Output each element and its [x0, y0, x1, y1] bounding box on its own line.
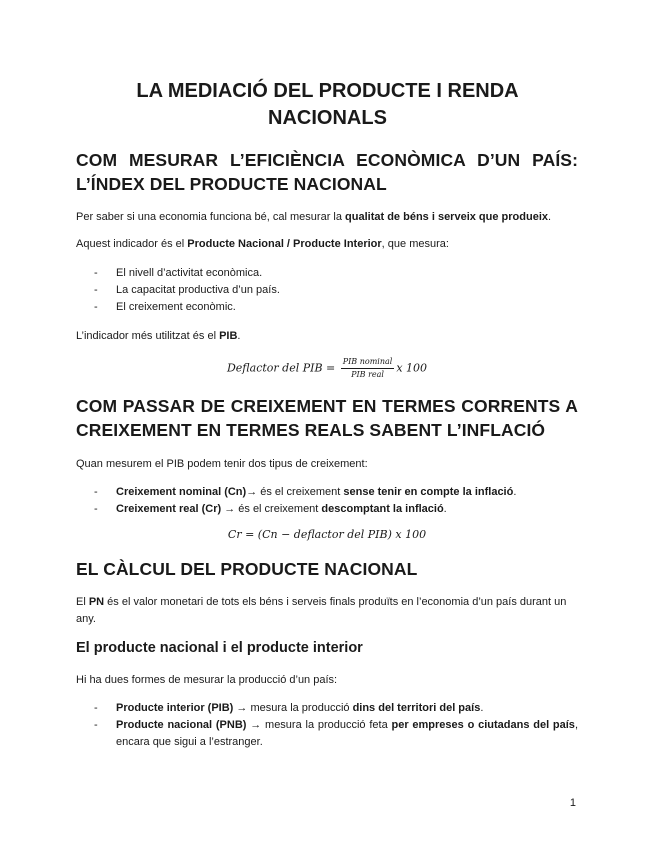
page-number: 1	[569, 797, 576, 809]
section1-paragraph-1	[76, 209, 578, 226]
deflator-formula	[76, 357, 578, 380]
dash-bullet: -	[94, 702, 98, 714]
bold-text: Creixement nominal (Cn)	[116, 486, 247, 498]
formula-lhs: Deflactor del PIB =	[226, 361, 339, 375]
formula-numerator: PIB nominal	[341, 357, 395, 369]
bold-text: Creixement real (Cr)	[116, 503, 222, 515]
text: .	[548, 211, 552, 223]
bold-text: Producte Nacional / Producte Interior	[187, 238, 382, 250]
bold-text: PN	[88, 596, 105, 608]
bold-text: sense tenir en compte la inflació	[343, 486, 514, 498]
section3-subheading: El producte nacional i el producte interior	[76, 640, 363, 656]
list-item	[76, 282, 578, 299]
bold-text: per empreses o ciutadans del país	[391, 719, 575, 731]
section2-bullet-list	[76, 484, 578, 518]
formula-fraction	[341, 357, 395, 380]
formula-rhs: x 100	[396, 361, 428, 375]
text: .	[443, 503, 447, 515]
formula-denominator: PIB real	[351, 370, 384, 379]
title-line-1: LA MEDIACIÓ DEL PRODUCTE I RENDA	[136, 80, 519, 102]
dash-bullet: -	[94, 719, 98, 731]
bold-text: dins del territori del país	[352, 702, 481, 714]
text: Per saber si una economia funciona bé, cal mesurar la	[76, 211, 346, 223]
list-item	[76, 299, 578, 316]
dash-bullet: -	[94, 284, 98, 296]
dash-bullet: -	[94, 267, 98, 279]
list-item	[76, 484, 578, 501]
bold-text: Producte nacional (PNB)	[116, 719, 247, 731]
bold-text: PIB	[219, 330, 238, 342]
list-item-text: El nivell d’activitat econòmica.	[116, 267, 263, 279]
dash-bullet: -	[94, 486, 98, 498]
real-growth-formula: Cr = (Cn − deflactor del PIB) x 100	[227, 528, 427, 541]
list-item	[76, 501, 578, 518]
section2-heading-line-1: COM PASSAR DE CREIXEMENT EN TERMES CORRENTS A	[76, 396, 578, 416]
bold-text: qualitat de béns i serveix que produeix	[345, 211, 548, 223]
text: , encara que sigui a l’estranger.	[116, 719, 578, 748]
section2-heading-line-2: CREIXEMENT EN TERMES REALS SABENT L’INFLACIÓ	[76, 420, 546, 440]
section3-heading: EL CÀLCUL DEL PRODUCTE NACIONAL	[76, 559, 418, 579]
title-line-2: NACIONALS	[268, 107, 387, 129]
text: .	[480, 702, 484, 714]
list-item	[76, 700, 578, 717]
section1-heading	[76, 148, 578, 196]
dash-bullet: -	[94, 503, 98, 515]
section2-paragraph-1: Quan mesurem el PIB podem tenir dos tipus de creixement:	[76, 458, 368, 470]
section1-heading-line-1: COM MESURAR L’EFICIÈNCIA ECONÒMICA D’UN PAÍS:	[76, 150, 578, 170]
list-item	[76, 717, 578, 751]
text: L’indicador més utilitzat és el	[76, 330, 220, 342]
section1-heading-line-2: L’ÍNDEX DEL PRODUCTE NACIONAL	[76, 174, 387, 194]
document-title	[60, 78, 595, 132]
text: , que mesura:	[381, 238, 449, 250]
section3-paragraph-1	[76, 594, 578, 628]
text: .	[237, 330, 241, 342]
text: → mesura la producció feta	[246, 719, 392, 731]
text: El	[76, 596, 89, 608]
section3-bullet-list	[76, 700, 578, 751]
bold-text: descomptant la inflació	[321, 503, 444, 515]
text: és el valor monetari de tots els béns i serveis finals produïts en l’economia d’un país durant un any.	[76, 596, 567, 625]
list-item	[76, 265, 578, 282]
text: → és el creixement	[221, 503, 322, 515]
section1-paragraph-2	[76, 236, 578, 253]
text: → mesura la producció	[233, 702, 353, 714]
text: .	[513, 486, 517, 498]
dash-bullet: -	[94, 301, 98, 313]
section3-paragraph-2: Hi ha dues formes de mesurar la producció d’un país:	[76, 674, 338, 686]
list-item-text: El creixement econòmic.	[116, 301, 236, 313]
list-item-text: La capacitat productiva d’un país.	[116, 284, 280, 296]
section2-heading	[76, 394, 578, 442]
bold-text: Producte interior (PIB)	[116, 702, 234, 714]
section1-paragraph-3	[76, 328, 578, 345]
text: Aquest indicador és el	[76, 238, 188, 250]
text: → és el creixement	[246, 486, 344, 498]
section1-bullet-list	[76, 265, 578, 316]
